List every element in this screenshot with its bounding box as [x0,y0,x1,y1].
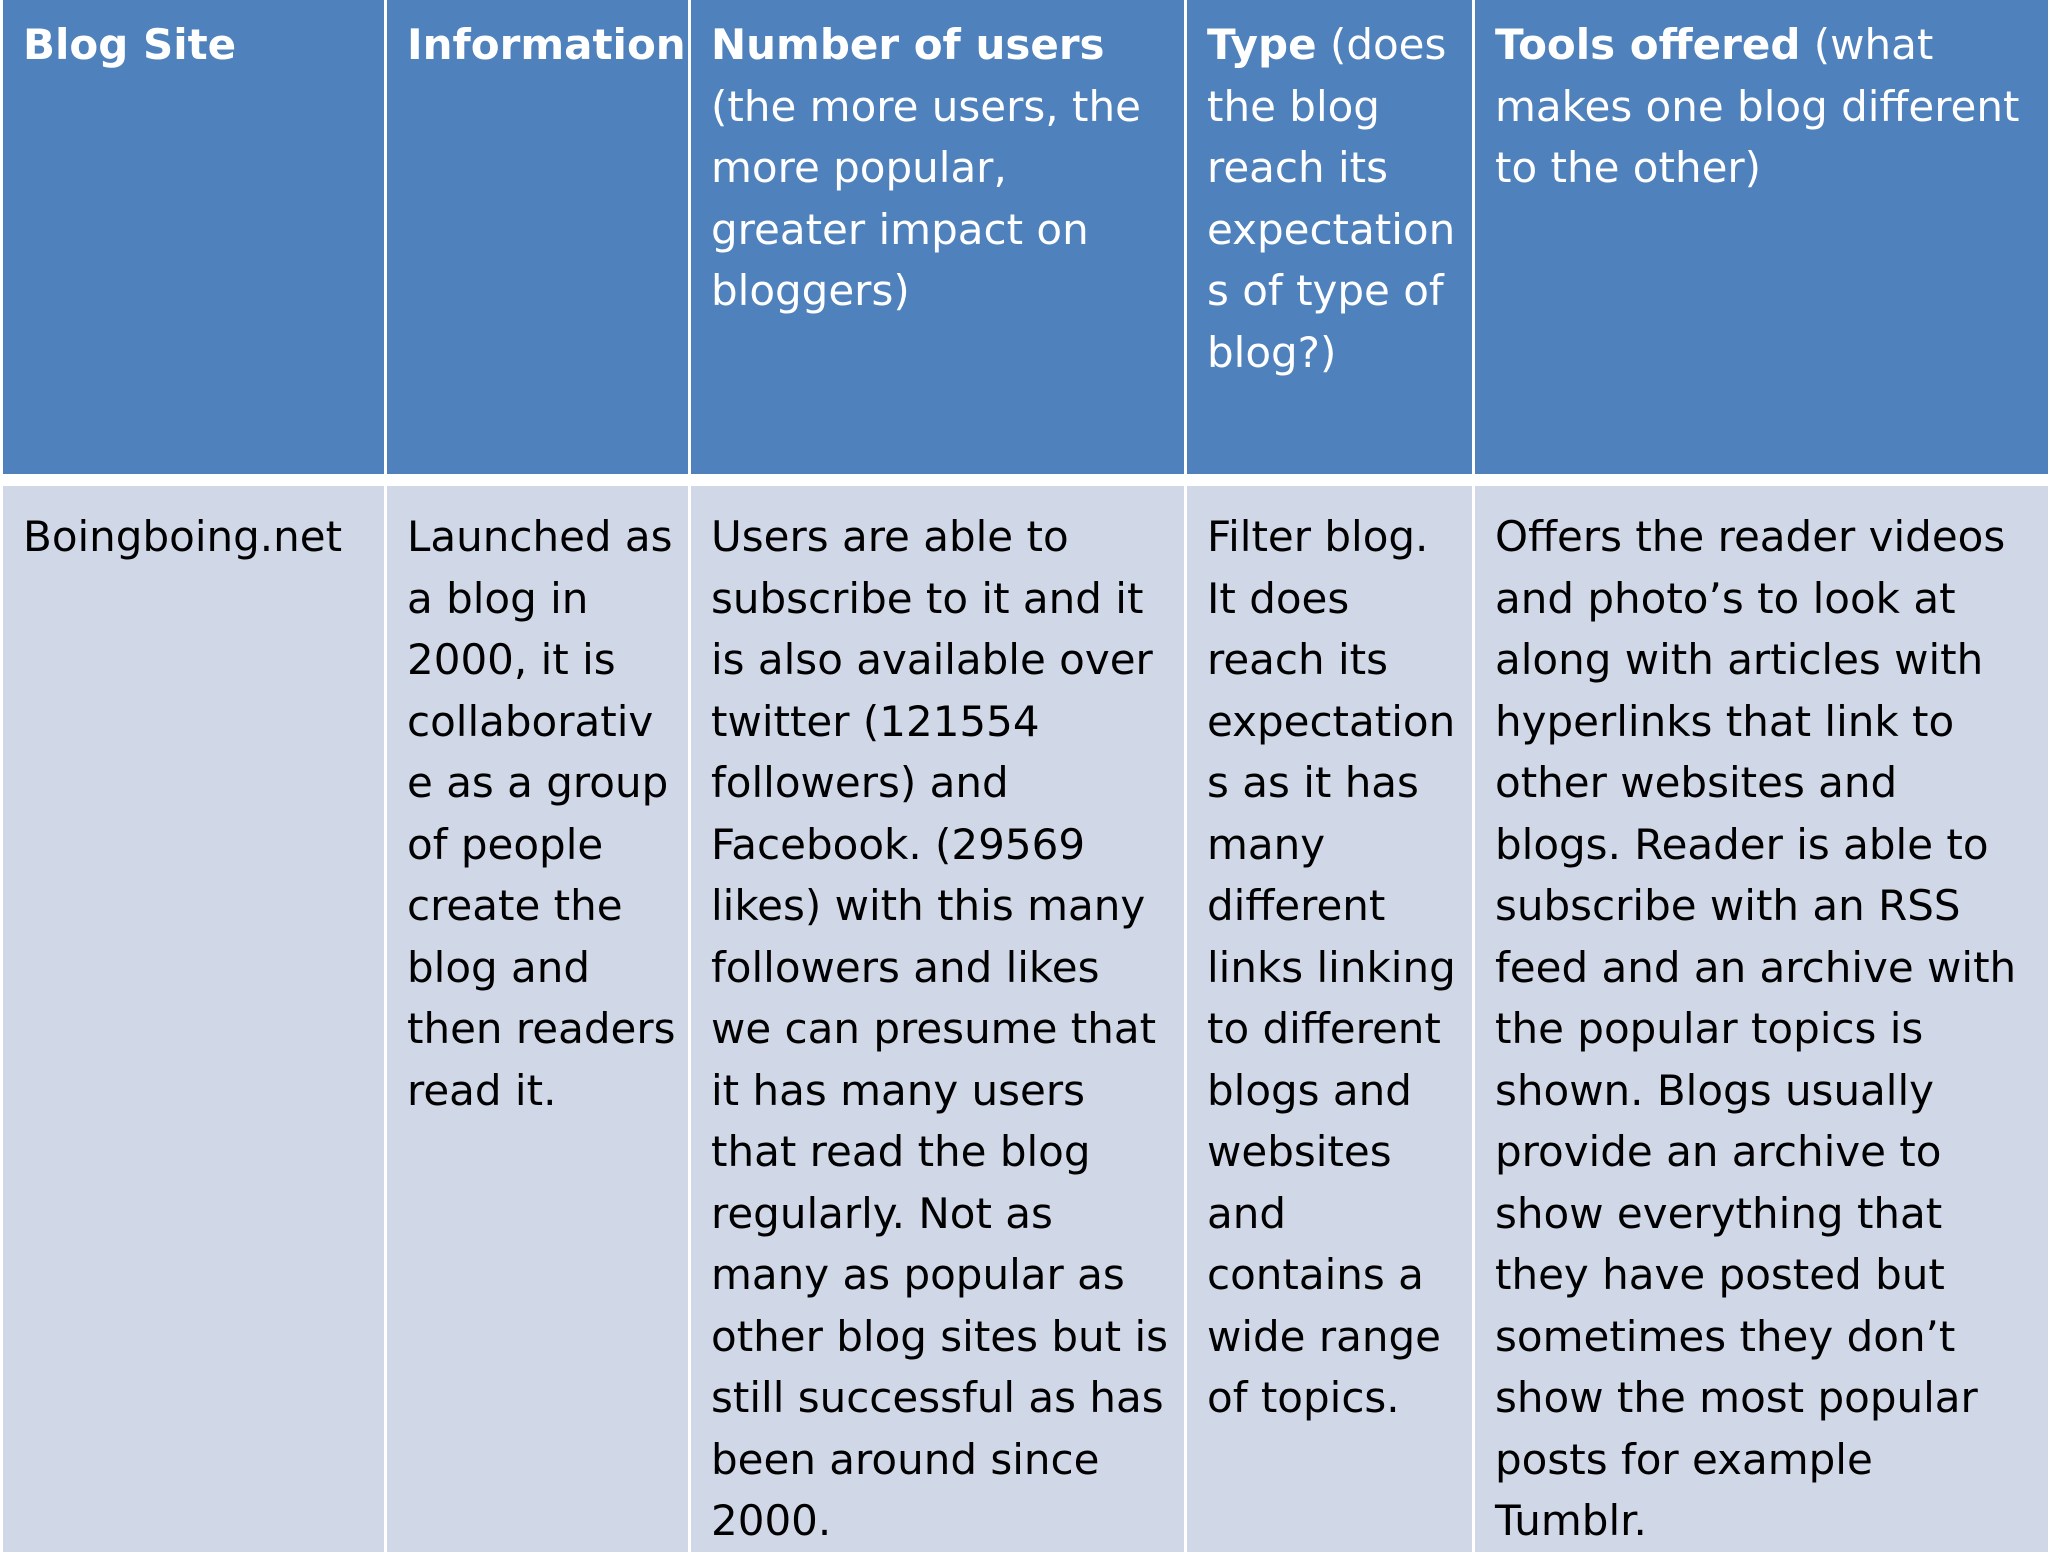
cell-blog-site: Boingboing.net [2,480,386,1552]
header-tools-offered-title: Tools offered [1495,20,1800,69]
header-blog-site-title: Blog Site [23,20,236,69]
cell-tools-offered: Offers the reader videos and photo’s to look at along with articles with hyperlinks that link to other websites and blogs. Reader is able to subscribe with an RSS feed and an archive with the popular topics is shown. Blogs usually provide an archive to show everything that they have posted but sometimes they don’t show the most popular posts for example Tumblr. [1474,480,2048,1552]
header-type-note: (does the blog reach its expectation s of type of blog?) [1207,20,1455,377]
header-information-title: Information [407,20,686,69]
header-row [2,0,2048,480]
table-row [2,480,2048,1552]
cell-type: Filter blog. It does reach its expectation s as it has many different links linking to different blogs and websites and contains a wide range of topics. [1186,480,1474,1552]
header-number-of-users-title: Number of users [711,20,1105,69]
header-number-of-users-note: (the more users, the more popular, greater impact on bloggers) [711,82,1141,316]
header-information [386,0,690,480]
header-type [1186,0,1474,480]
header-tools-offered-note: (what makes one blog different to the other) [1495,20,2019,192]
header-tools-offered [1474,0,2048,480]
header-type-title: Type [1207,20,1317,69]
header-number-of-users [690,0,1186,480]
cell-number-of-users: Users are able to subscribe to it and it is also available over twitter (121554 followers) and Facebook. (29569 likes) with this many followers and likes we can presume that it has many users that read the blog regularly. Not as many as popular as other blog sites but is still successful as has been around since 2000. [690,480,1186,1552]
cell-information: Launched as a blog in 2000, it is collaborativ e as a group of people create the blog and then readers read it. [386,480,690,1552]
header-blog-site [2,0,386,480]
